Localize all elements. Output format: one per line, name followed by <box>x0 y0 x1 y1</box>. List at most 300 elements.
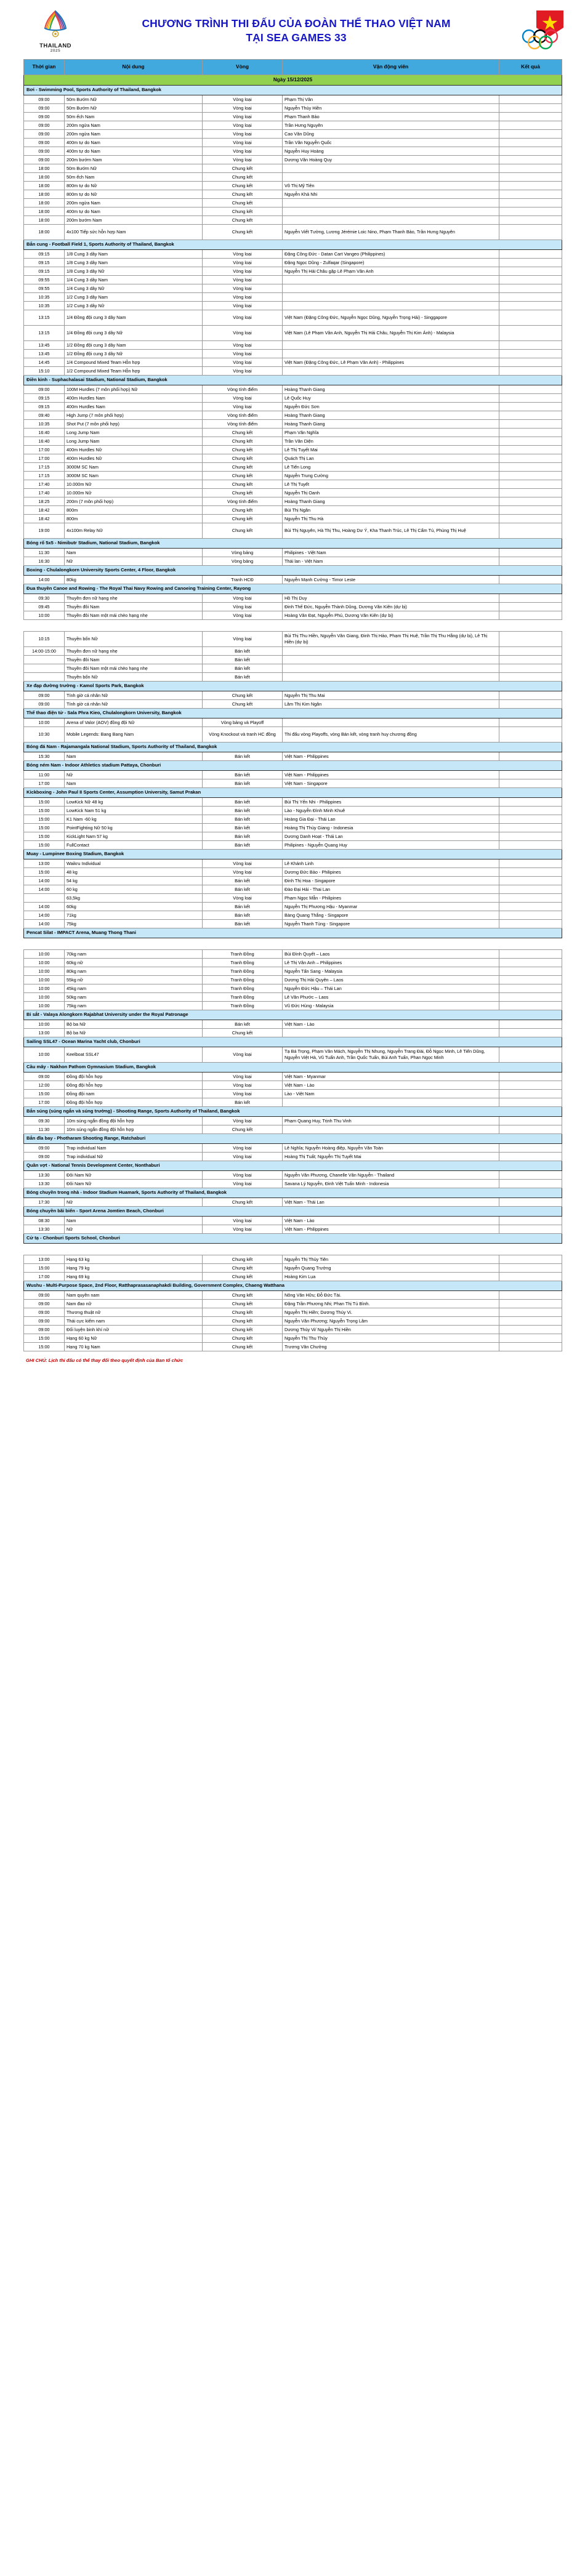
cell-round: Vòng loại <box>203 341 283 350</box>
cell-event: 10.000m Nữ <box>65 489 203 497</box>
cell-result <box>499 1255 562 1264</box>
cell-result <box>499 832 562 841</box>
cell-result <box>499 632 562 647</box>
cell-round: Chung kết <box>203 454 283 463</box>
cell-event: LowKick Nữ 48 kg <box>65 798 203 807</box>
cell-athlete <box>283 207 499 216</box>
table-row <box>24 771 562 779</box>
cell-event: Trap individual Nam <box>65 1144 203 1153</box>
cell-round: Vòng Knockout và tranh HC đồng <box>203 727 283 743</box>
cell-round: Vòng loại <box>203 394 283 403</box>
cell-time: 10:00 <box>24 950 65 959</box>
table-row <box>24 259 562 267</box>
table-row <box>24 429 562 437</box>
table-row <box>24 182 562 190</box>
table-body <box>24 75 562 1351</box>
cell-athlete: Philipines - Nguyễn Quang Huy <box>283 841 499 850</box>
venue-row <box>24 584 562 594</box>
cell-time: 09:00 <box>24 95 65 104</box>
cell-round: Vòng tính điểm <box>203 497 283 506</box>
cell-time: 15:00 <box>24 832 65 841</box>
cell-time: 18:25 <box>24 497 65 506</box>
cell-time: 19:00 <box>24 523 65 539</box>
cell-time: 09:00 <box>24 1073 65 1081</box>
date-banner-row <box>24 75 562 86</box>
cell-athlete: Tạ Bá Trọng, Phạm Văn Mách, Nguyễn Thị Nhung, Nguyễn Trang Đài, Đỗ Ngọc Minh, Lê Tiến Dũng, Nguyễn Việt Hà, Vũ Tuấn Anh, Trần Quốc Tuấn, Bùi Anh Tuấn, Phan Ngọc Minh <box>283 1047 499 1063</box>
cell-event: Tính giờ cá nhân Nữ <box>65 700 203 709</box>
cell-result <box>499 664 562 673</box>
venue-label: Bóng rổ 5x5 - Nimibutr Stadium, National Stadium, Bangkok <box>24 539 562 549</box>
cell-event: Thuyền đơn nữ hạng nhẹ <box>65 594 203 603</box>
cell-result <box>499 798 562 807</box>
section-spacer-row <box>24 1244 562 1255</box>
cell-athlete: Phạm Quang Huy, Trịnh Thu Vinh <box>283 1117 499 1125</box>
cell-result <box>499 506 562 515</box>
cell-event: 1/4 Đồng đội cung 3 dây Nam <box>65 310 203 326</box>
venue-label: Quần vợt - National Tennis Development Center, Nonthaburi <box>24 1161 562 1171</box>
cell-athlete: Nguyễn Thị Thu Mai <box>283 691 499 700</box>
cell-round: Vòng loại <box>203 104 283 113</box>
venue-label: Muay - Lumpinee Boxing Stadium, Bangkok <box>24 850 562 859</box>
cell-result <box>499 1264 562 1273</box>
cell-time: 18:42 <box>24 515 65 523</box>
venue-label: Boxing - Chulalongkorn University Sports Center, 4 Floor, Bangkok <box>24 566 562 576</box>
venue-label: Thể thao điện tử - Sala Phra Kieo, Chulalongkorn University, Bangkok <box>24 709 562 718</box>
cell-result <box>499 190 562 199</box>
cell-event: Thuyền đôi Nam <box>65 603 203 611</box>
cell-athlete: Lê Quốc Huy <box>283 394 499 403</box>
cell-event: Waikru Individual <box>65 859 203 868</box>
cell-athlete: Trần Văn Diện <box>283 437 499 446</box>
cell-result <box>499 1020 562 1029</box>
cell-time: 13:00 <box>24 859 65 868</box>
cell-event: 400m tự do Nam <box>65 147 203 156</box>
cell-athlete: Lê Nghĩa; Nguyễn Hoàng điệp, Nguyễn Văn Toàn <box>283 1144 499 1153</box>
cell-round: Chung kết <box>203 429 283 437</box>
date-banner-label: Ngày 15/12/2025 <box>24 75 562 86</box>
cell-time: 09:30 <box>24 594 65 603</box>
cell-round: Tranh Đồng <box>203 976 283 984</box>
cell-athlete <box>283 664 499 673</box>
cell-round: Chung kết <box>203 480 283 489</box>
cell-result <box>499 700 562 709</box>
cell-result <box>499 1308 562 1317</box>
cell-event: 63,5kg <box>65 894 203 903</box>
column-header-event: Nội dung <box>65 60 203 75</box>
cell-athlete: Thái lan - Việt Nam <box>283 557 499 566</box>
cell-athlete: Đặng Công Đức - Datan Cart Vangeo (Philippines) <box>283 250 499 259</box>
cell-time: 09:00 <box>24 1291 65 1300</box>
competition-schedule-table <box>23 59 562 1351</box>
cell-result <box>499 911 562 920</box>
cell-athlete: Nguyễn Quang Trưởng <box>283 1264 499 1273</box>
cell-athlete: Phạm Ngọc Mẫn - Philipines <box>283 894 499 903</box>
cell-result <box>499 967 562 976</box>
cell-event: 1/4 Đồng đội cung 3 dây Nữ <box>65 326 203 341</box>
cell-round: Chung kết <box>203 1291 283 1300</box>
cell-athlete: Vũ Đức Hùng - Malaysia <box>283 1002 499 1010</box>
cell-result <box>499 603 562 611</box>
cell-round: Chung kết <box>203 1317 283 1326</box>
table-row <box>24 603 562 611</box>
cell-round: Chung kết <box>203 1334 283 1343</box>
cell-round: Chung kết <box>203 691 283 700</box>
cell-time: 18:00 <box>24 182 65 190</box>
cell-event: 71kg <box>65 911 203 920</box>
cell-round: Chung kết <box>203 1198 283 1207</box>
cell-event: 48 kg <box>65 868 203 877</box>
table-row <box>24 1020 562 1029</box>
cell-round: Vòng loại <box>203 859 283 868</box>
cell-time: 12:00 <box>24 1081 65 1090</box>
table-header <box>24 60 562 75</box>
cell-round: Bán kết <box>203 779 283 788</box>
cell-time: 10:35 <box>24 302 65 310</box>
cell-event: Thuyền bốn Nữ <box>65 673 203 682</box>
table-row <box>24 216 562 225</box>
cell-time: 15:00 <box>24 824 65 832</box>
cell-time: 09:00 <box>24 121 65 130</box>
cell-time: 14:00 <box>24 903 65 911</box>
cell-time: 10:00 <box>24 993 65 1002</box>
cell-time: 13:00 <box>24 1255 65 1264</box>
cell-round: Vòng loại <box>203 632 283 647</box>
cell-athlete: Lào - Việt Nam <box>283 1090 499 1098</box>
table-row <box>24 576 562 584</box>
cell-time <box>24 673 65 682</box>
venue-label: Bóng chuyền trong nhà - Indoor Stadium Huamark, Sports Authority of Thailand, Bangkok <box>24 1188 562 1198</box>
table-row <box>24 480 562 489</box>
cell-result <box>499 164 562 173</box>
cell-round: Chung kết <box>203 164 283 173</box>
table-row <box>24 976 562 984</box>
cell-time: 09:00 <box>24 156 65 164</box>
cell-athlete: Dương Danh Hoạt - Thái Lan <box>283 832 499 841</box>
table-row <box>24 207 562 216</box>
cell-athlete: Nguyễn Huy Hoàng <box>283 147 499 156</box>
cell-round: Chung kết <box>203 1326 283 1334</box>
cell-athlete: Nguyễn Viết Tường, Lương Jérémie Loic Nino, Phạm Thanh Bảo, Trần Hưng Nguyên <box>283 225 499 240</box>
cell-event: 10m súng ngắn đồng đội hỗn hợp <box>65 1117 203 1125</box>
cell-athlete <box>283 199 499 207</box>
cell-time <box>24 664 65 673</box>
table-row <box>24 824 562 832</box>
cell-time: 10:00 <box>24 718 65 727</box>
cell-event: Long Jump Nam <box>65 437 203 446</box>
cell-round: Chung kết <box>203 700 283 709</box>
cell-athlete: Quách Thị Lan <box>283 454 499 463</box>
cell-time: 13:15 <box>24 310 65 326</box>
table-row <box>24 173 562 182</box>
cell-result <box>499 1153 562 1161</box>
cell-round: Vòng loại <box>203 1171 283 1180</box>
cell-event: Đồng đội hỗn hợp <box>65 1073 203 1081</box>
cell-event: 45kg nam <box>65 984 203 993</box>
cell-athlete <box>283 216 499 225</box>
cell-time: 09:00 <box>24 147 65 156</box>
cell-round: Tranh Đồng <box>203 1002 283 1010</box>
section-spacer-cell <box>24 1244 562 1255</box>
cell-result <box>499 779 562 788</box>
cell-athlete: Hoàng Kim Lụa <box>283 1273 499 1281</box>
cell-time: 14:00 <box>24 920 65 928</box>
cell-athlete: Nguyễn Thị Phương Hậu - Myanmar <box>283 903 499 911</box>
cell-time: 15:30 <box>24 752 65 761</box>
table-row <box>24 807 562 815</box>
cell-time: 10:00 <box>24 1020 65 1029</box>
table-row <box>24 967 562 976</box>
venue-row <box>24 1107 562 1117</box>
table-row <box>24 656 562 664</box>
cell-event: 1/8 Cung 3 dây Nam <box>65 250 203 259</box>
cell-athlete: Đào Đại Hải - Thai Lan <box>283 885 499 894</box>
venue-row <box>24 928 562 938</box>
cell-result <box>499 984 562 993</box>
cell-athlete: Nguyễn Văn Phương; Nguyễn Trọng Lâm <box>283 1317 499 1326</box>
cell-round: Vòng loại <box>203 1073 283 1081</box>
cell-event: Nam quyền nam <box>65 1291 203 1300</box>
table-row <box>24 911 562 920</box>
cell-event: FullContact <box>65 841 203 850</box>
table-row <box>24 350 562 358</box>
cell-event: 60kg <box>65 903 203 911</box>
cell-athlete <box>283 1098 499 1107</box>
table-row <box>24 164 562 173</box>
cell-event: 200m bướm Nam <box>65 216 203 225</box>
cell-result <box>499 859 562 868</box>
cell-round: Vòng loại <box>203 130 283 139</box>
cell-athlete: Trương Văn Chưởng <box>283 1343 499 1351</box>
cell-time: 10:30 <box>24 727 65 743</box>
cell-round: Chung kết <box>203 489 283 497</box>
venue-label: Cử tạ - Chonburi Sports School, Chonburi <box>24 1234 562 1244</box>
cell-event: 200m ngửa Nam <box>65 121 203 130</box>
cell-time: 17:30 <box>24 1198 65 1207</box>
cell-event: Shot Put (7 môn phối hợp) <box>65 420 203 429</box>
cell-athlete: Nguyễn Khả Nhi <box>283 190 499 199</box>
cell-round: Tranh Đồng <box>203 993 283 1002</box>
cell-event: 1/8 Cung 3 dây Nam <box>65 259 203 267</box>
cell-round: Vòng loại <box>203 276 283 284</box>
cell-time: 17:00 <box>24 454 65 463</box>
cell-athlete: Bùi Thị Ngân <box>283 506 499 515</box>
table-row <box>24 284 562 293</box>
cell-athlete: Lâm Thị Kim Ngân <box>283 700 499 709</box>
cell-time: 18:00 <box>24 199 65 207</box>
table-row <box>24 267 562 276</box>
cell-event: 400m Hurdles Nữ <box>65 446 203 454</box>
table-row <box>24 950 562 959</box>
table-row <box>24 446 562 454</box>
cell-time: 14:00 <box>24 576 65 584</box>
cell-result <box>499 1291 562 1300</box>
cell-round: Vòng loại <box>203 156 283 164</box>
cell-event: 1/2 Đồng đội cung 3 dây Nam <box>65 341 203 350</box>
cell-result <box>499 903 562 911</box>
cell-round: Vòng loại <box>203 1090 283 1098</box>
table-row <box>24 199 562 207</box>
cell-athlete: Nguyễn Thị Thu Hà <box>283 515 499 523</box>
table-row <box>24 1317 562 1326</box>
cell-result <box>499 1334 562 1343</box>
table-row <box>24 718 562 727</box>
table-row <box>24 1264 562 1273</box>
cell-result <box>499 1081 562 1090</box>
cell-result <box>499 341 562 350</box>
cell-athlete <box>283 673 499 682</box>
cell-athlete: Dương Văn Hoàng Quy <box>283 156 499 164</box>
venue-row <box>24 1207 562 1217</box>
cell-time: 17:40 <box>24 489 65 497</box>
cell-event: 80kg nam <box>65 967 203 976</box>
cell-time: 09:45 <box>24 603 65 611</box>
venue-row <box>24 376 562 385</box>
table-row <box>24 664 562 673</box>
cell-event: Nam đao nữ <box>65 1300 203 1308</box>
cell-time: 15:00 <box>24 1264 65 1273</box>
table-row <box>24 920 562 928</box>
cell-time: 13:45 <box>24 341 65 350</box>
venue-label: Xe đạp đường trường - Kamol Sports Park, Bangkok <box>24 682 562 691</box>
cell-result <box>499 807 562 815</box>
cell-time: 16:30 <box>24 557 65 566</box>
venue-label: Sailing SSL47 - Ocean Marina Yacht club, Chonburi <box>24 1037 562 1047</box>
cell-event: 1/2 Cung 3 dây Nam <box>65 293 203 302</box>
cell-result <box>499 429 562 437</box>
cell-round: Vòng loại <box>203 868 283 877</box>
cell-time: 13:30 <box>24 1180 65 1188</box>
table-row <box>24 1217 562 1225</box>
cell-event: 75kg nam <box>65 1002 203 1010</box>
cell-event: Mobile Legends: Bang Bang Nam <box>65 727 203 743</box>
cell-round: Bán kết <box>203 771 283 779</box>
cell-round: Bán kết <box>203 656 283 664</box>
cell-time: 09:00 <box>24 1308 65 1317</box>
cell-time: 09:00 <box>24 700 65 709</box>
cell-result <box>499 576 562 584</box>
cell-round: Vòng loại <box>203 139 283 147</box>
cell-event: LowKick Nam 51 kg <box>65 807 203 815</box>
venue-row <box>24 788 562 798</box>
cell-result <box>499 1300 562 1308</box>
cell-round: Chung kết <box>203 472 283 480</box>
cell-time: 14:00-15:00 <box>24 647 65 656</box>
cell-event: Nữ <box>65 771 203 779</box>
cell-time: 09:15 <box>24 403 65 411</box>
cell-athlete: Hoàng Gia Đại - Thái Lan <box>283 815 499 824</box>
table-row <box>24 1153 562 1161</box>
cell-round: Bán kết <box>203 815 283 824</box>
cell-event: 80kg <box>65 576 203 584</box>
cell-result <box>499 691 562 700</box>
cell-event: 75kg <box>65 920 203 928</box>
cell-event: 50m Bướm Nữ <box>65 95 203 104</box>
venue-row <box>24 682 562 691</box>
venue-label: Bắn cung - Football Field 1, Sports Authority of Thailand, Bangkok <box>24 240 562 250</box>
cell-result <box>499 130 562 139</box>
footer-note: GHI CHÚ: Lịch thi đấu có thể thay đổi theo quyết định của Ban tổ chức <box>26 1358 184 1363</box>
cell-round: Bán kết <box>203 647 283 656</box>
table-row <box>24 326 562 341</box>
cell-result <box>499 594 562 603</box>
cell-result <box>499 284 562 293</box>
cell-event: Bộ ba Nữ <box>65 1029 203 1037</box>
table-row <box>24 1081 562 1090</box>
cell-time: 15:00 <box>24 1334 65 1343</box>
cell-result <box>499 276 562 284</box>
table-row <box>24 1326 562 1334</box>
cell-time: 14:00 <box>24 911 65 920</box>
cell-time: 09:00 <box>24 113 65 121</box>
vietnam-olympic-logo <box>514 9 567 53</box>
cell-time: 17:00 <box>24 446 65 454</box>
cell-result <box>499 113 562 121</box>
cell-athlete: Lê Văn Phước – Laos <box>283 993 499 1002</box>
cell-event: Trap individual Nữ <box>65 1153 203 1161</box>
cell-round: Vòng loại <box>203 293 283 302</box>
cell-athlete: Việt Nam (Đặng Công Đức, Nguyễn Ngọc Dũng, Nguyễn Trọng Hải) - Singgapore <box>283 310 499 326</box>
table-row <box>24 497 562 506</box>
page-header <box>0 0 585 59</box>
cell-athlete <box>283 647 499 656</box>
table-row <box>24 832 562 841</box>
cell-result <box>499 411 562 420</box>
cell-result <box>499 920 562 928</box>
cell-athlete: Việt Nam (Đặng Công Đức, Lê Phạm Vân Anh) - Philippines <box>283 358 499 367</box>
cell-time: 09:15 <box>24 267 65 276</box>
cell-time: 15:00 <box>24 868 65 877</box>
cell-result <box>499 1125 562 1134</box>
cell-event: Nam <box>65 779 203 788</box>
cell-athlete: Việt Nam - Lào <box>283 1217 499 1225</box>
cell-time: 11:30 <box>24 549 65 557</box>
cell-athlete: Hồ Thị Duy <box>283 594 499 603</box>
cell-round: Vòng loại <box>203 259 283 267</box>
table-row <box>24 302 562 310</box>
cell-time: 17:00 <box>24 779 65 788</box>
table-row <box>24 611 562 620</box>
cell-event: PointFighting Nữ 50 kg <box>65 824 203 832</box>
cell-event: Hạng 63 kg <box>65 1255 203 1264</box>
cell-time: 09:00 <box>24 385 65 394</box>
cell-result <box>499 1225 562 1234</box>
cell-athlete <box>283 173 499 182</box>
cell-athlete <box>283 276 499 284</box>
cell-time: 15:00 <box>24 815 65 824</box>
table-row <box>24 859 562 868</box>
cell-event: 1/2 Đồng đội cung 3 dây Nữ <box>65 350 203 358</box>
cell-time: 18:00 <box>24 173 65 182</box>
cell-round: Bán kết <box>203 664 283 673</box>
cell-event: Thuyền đôi Nam một mái chèo hạng nhẹ <box>65 611 203 620</box>
cell-result <box>499 310 562 326</box>
table-row <box>24 1225 562 1234</box>
cell-event: Hạng 69 kg <box>65 1273 203 1281</box>
column-header-athlete: Vận động viên <box>283 60 499 75</box>
cell-time: 10:00 <box>24 611 65 620</box>
cell-time: 09:55 <box>24 284 65 293</box>
cell-athlete: Savana Lý Nguyễn, Đinh Việt Tuấn Minh - Indonesia <box>283 1180 499 1188</box>
schedule-container <box>0 59 585 1351</box>
cell-event: 3000M SC Nam <box>65 472 203 480</box>
cell-event: 70kg nam <box>65 950 203 959</box>
cell-athlete: Bùi Đình Quyết – Laos <box>283 950 499 959</box>
cell-athlete: Nguyễn Thanh Tùng - Singapore <box>283 920 499 928</box>
cell-time: 18:00 <box>24 164 65 173</box>
cell-time: 10:35 <box>24 293 65 302</box>
table-row <box>24 472 562 480</box>
table-row <box>24 1125 562 1134</box>
